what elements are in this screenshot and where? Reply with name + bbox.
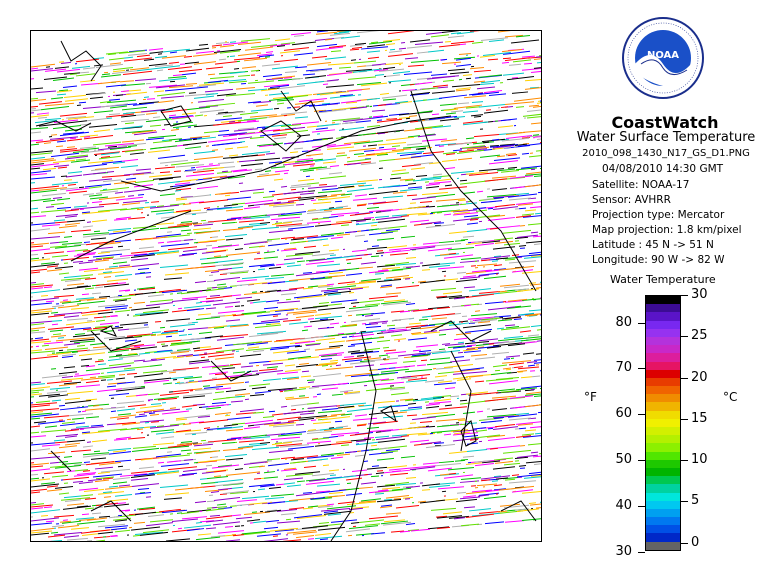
- legend-title: Water Temperature: [610, 273, 716, 286]
- fahrenheit-tick-mark: [638, 323, 645, 324]
- file-name: 2010_098_1430_N17_GS_D1.PNG: [582, 148, 750, 159]
- color-segment: [646, 345, 680, 353]
- color-segment: [646, 411, 680, 419]
- projection-type-label: Projection type: Mercator: [592, 209, 725, 221]
- color-segment: [646, 533, 680, 541]
- celsius-tick-mark: [681, 295, 688, 296]
- product-title: CoastWatch: [611, 113, 719, 132]
- celsius-tick-mark: [681, 419, 688, 420]
- fahrenheit-tick-label: 50: [615, 452, 632, 468]
- celsius-tick-label: 30: [691, 287, 708, 302]
- date-time: 04/08/2010 14:30 GMT: [602, 163, 724, 175]
- color-segment: [646, 304, 680, 312]
- map-projection-label: Map projection: 1.8 km/pixel: [592, 224, 742, 236]
- satellite-label: Satellite: NOAA-17: [592, 179, 690, 191]
- celsius-tick-label: 20: [691, 369, 708, 385]
- fahrenheit-tick-mark: [638, 552, 645, 553]
- color-segment: [646, 386, 680, 394]
- color-segment: [646, 484, 680, 492]
- celsius-tick-label: 25: [691, 328, 708, 344]
- celsius-tick-label: 10: [691, 452, 708, 468]
- fahrenheit-tick-label: 40: [615, 498, 632, 514]
- color-segment: [646, 476, 680, 484]
- color-scale-bar: [645, 295, 681, 551]
- noaa-logo-icon: [621, 16, 705, 100]
- celsius-unit: °C: [723, 390, 738, 404]
- color-segment: [646, 370, 680, 378]
- color-segment: [646, 542, 680, 550]
- color-segment: [646, 509, 680, 517]
- celsius-tick-mark: [681, 378, 688, 379]
- celsius-tick-mark: [681, 336, 688, 337]
- color-segment: [646, 353, 680, 361]
- color-segment: [646, 435, 680, 443]
- color-segment: [646, 460, 680, 468]
- fahrenheit-unit: °F: [584, 390, 597, 404]
- color-segment: [646, 362, 680, 370]
- fahrenheit-tick-label: 80: [615, 314, 632, 330]
- color-segment: [646, 452, 680, 460]
- fahrenheit-tick-label: 60: [615, 406, 632, 422]
- color-segment: [646, 468, 680, 476]
- color-segment: [646, 427, 680, 435]
- fahrenheit-tick-mark: [638, 368, 645, 369]
- celsius-tick-mark: [681, 543, 688, 544]
- color-segment: [646, 321, 680, 329]
- color-segment: [646, 525, 680, 533]
- color-segment: [646, 296, 680, 304]
- fahrenheit-tick-mark: [638, 506, 645, 507]
- color-segment: [646, 443, 680, 451]
- color-segment: [646, 493, 680, 501]
- temperature-image: [31, 31, 541, 541]
- fahrenheit-tick-label: 30: [615, 543, 632, 559]
- fahrenheit-tick-mark: [638, 460, 645, 461]
- satellite-map: [30, 30, 542, 542]
- color-segment: [646, 378, 680, 386]
- celsius-tick-label: 15: [691, 410, 708, 426]
- color-segment: [646, 419, 680, 427]
- latitude-label: Latitude : 45 N -> 51 N: [592, 239, 714, 251]
- fahrenheit-tick-label: 70: [615, 360, 632, 376]
- fahrenheit-tick-mark: [638, 414, 645, 415]
- color-segment: [646, 402, 680, 410]
- color-segment: [646, 337, 680, 345]
- celsius-tick-label: 0: [691, 534, 700, 550]
- color-segment: [646, 394, 680, 402]
- noaa-logo-text: NOAA: [646, 50, 680, 61]
- product-subtitle: Water Surface Temperature: [576, 130, 756, 145]
- celsius-tick-mark: [681, 460, 688, 461]
- celsius-tick-label: 5: [691, 493, 700, 509]
- color-segment: [646, 517, 680, 525]
- longitude-label: Longitude: 90 W -> 82 W: [592, 254, 725, 266]
- color-segment: [646, 312, 680, 320]
- color-segment: [646, 329, 680, 337]
- sensor-label: Sensor: AVHRR: [592, 194, 671, 206]
- celsius-tick-mark: [681, 501, 688, 502]
- color-segment: [646, 501, 680, 509]
